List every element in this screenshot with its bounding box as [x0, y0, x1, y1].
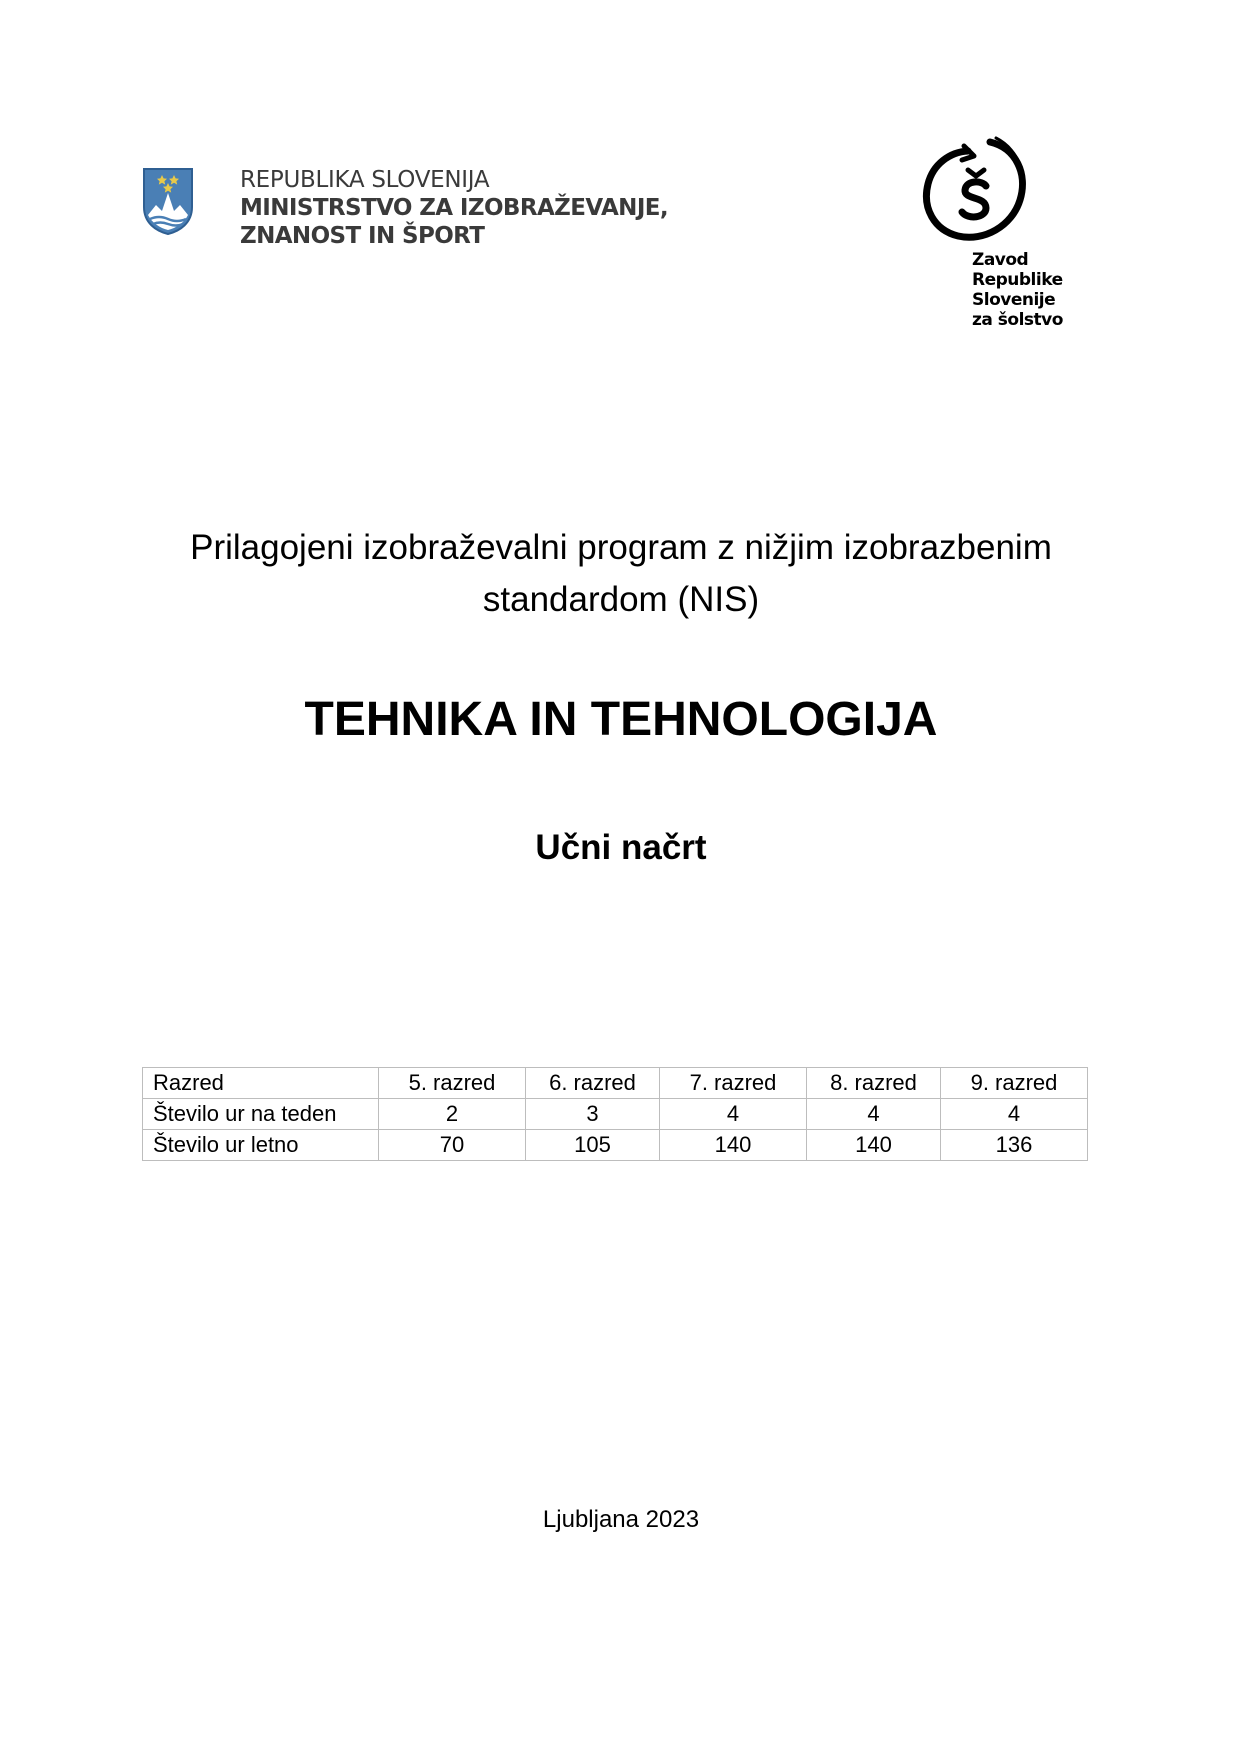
table-cell: 6. razred — [526, 1068, 660, 1099]
ministry-line-ministry: MINISTRSTVO ZA IZOBRAŽEVANJE, — [240, 195, 669, 221]
table-cell: 140 — [660, 1130, 807, 1161]
zavod-line: Zavod — [972, 250, 1029, 270]
table-cell: 105 — [526, 1130, 660, 1161]
subject-title: TEHNIKA IN TEHNOLOGIJA — [304, 693, 938, 746]
zavod-name — [972, 250, 1063, 330]
ministry-header — [142, 166, 669, 258]
table-row — [143, 1099, 1088, 1130]
table-cell: Število ur letno — [143, 1130, 379, 1161]
table-cell: 7. razred — [660, 1068, 807, 1099]
table-header-row — [143, 1068, 1088, 1099]
table-cell: 4 — [660, 1099, 807, 1130]
table-cell: 4 — [807, 1099, 941, 1130]
program-title: Prilagojeni izobraževalni program z nižjim izobrazbenim standardom (NIS) — [190, 528, 1052, 619]
table-cell: 70 — [379, 1130, 526, 1161]
zavod-header — [920, 134, 1080, 334]
table-cell: 3 — [526, 1099, 660, 1130]
zavod-s-swirl-logo-icon — [920, 134, 1030, 246]
table-cell: 136 — [941, 1130, 1088, 1161]
table-cell: 140 — [807, 1130, 941, 1161]
place-and-year: Ljubljana 2023 — [542, 1506, 700, 1533]
table-cell: 9. razred — [941, 1068, 1088, 1099]
ministry-name — [240, 166, 668, 250]
table-cell: Število ur na teden — [143, 1099, 379, 1130]
zavod-line: Republike — [972, 270, 1063, 290]
table-cell: 5. razred — [379, 1068, 526, 1099]
ministry-line-sport: ZNANOST IN ŠPORT — [240, 223, 485, 249]
zavod-line: za šolstvo — [972, 310, 1063, 330]
document-type-title: Učni načrt — [535, 828, 707, 867]
zavod-line: Slovenije — [972, 290, 1056, 310]
table-cell: 4 — [941, 1099, 1088, 1130]
table-cell: 8. razred — [807, 1068, 941, 1099]
ministry-line-republic: REPUBLIKA SLOVENIJA — [240, 167, 490, 193]
hours-table — [142, 1067, 1088, 1161]
table-cell: 2 — [379, 1099, 526, 1130]
table-row — [143, 1130, 1088, 1161]
table-cell: Razred — [143, 1068, 379, 1099]
slovenian-coat-of-arms-icon — [142, 167, 194, 235]
